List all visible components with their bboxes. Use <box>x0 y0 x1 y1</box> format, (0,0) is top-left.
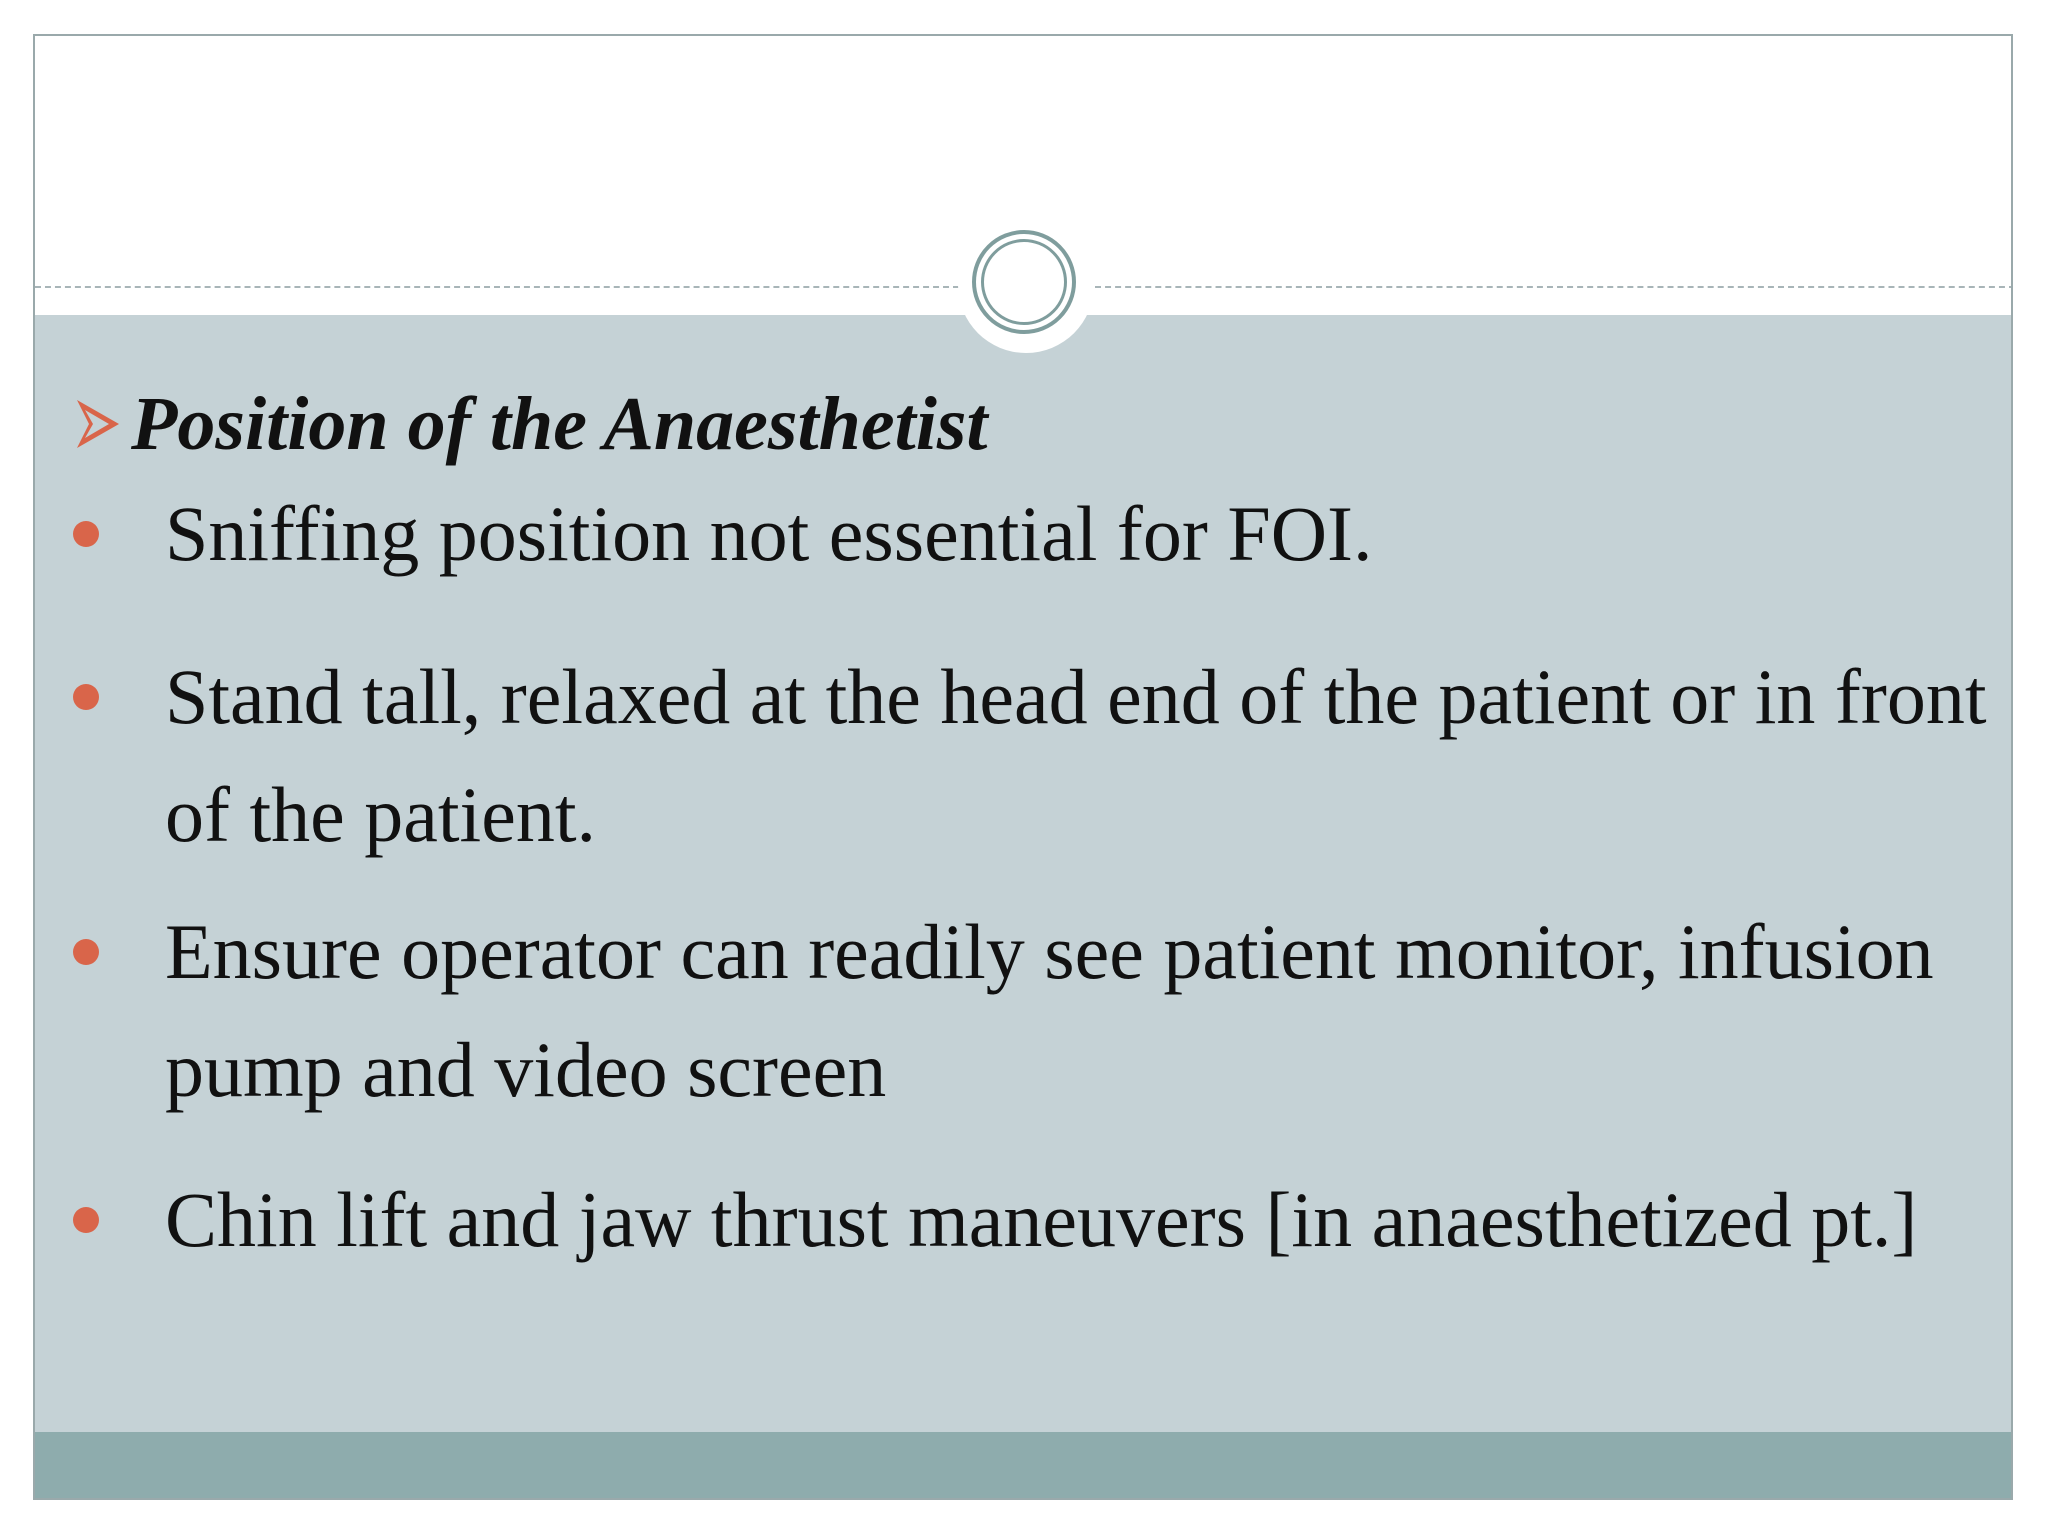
dot-icon <box>73 684 99 710</box>
bullet-text-line: pump and video screen <box>165 1026 887 1113</box>
dot-icon <box>73 521 99 547</box>
bullet-text-line: of the patient. <box>165 771 597 858</box>
dot-icon <box>73 1207 99 1233</box>
section-heading <box>75 382 988 466</box>
footer-bar <box>35 1432 2011 1500</box>
double-ring-icon <box>972 230 1076 334</box>
bullet-text-line: Sniffing position not essential for FOI. <box>165 490 1373 577</box>
divider-line-left <box>35 286 959 288</box>
bullet-text-line: Chin lift and jaw thrust maneuvers [in anaesthetized pt.] <box>165 1176 1918 1263</box>
heading-text: Position of the Anaesthetist <box>131 382 988 466</box>
divider-line-right <box>1095 286 2013 288</box>
dot-icon <box>73 939 99 965</box>
bullet-text-line: Ensure operator can readily see patient monitor, infusion <box>165 908 1934 995</box>
bullet-text-line: Stand tall, relaxed at the head end of the patient or in front <box>165 653 1987 740</box>
arrow-right-icon <box>75 398 121 450</box>
